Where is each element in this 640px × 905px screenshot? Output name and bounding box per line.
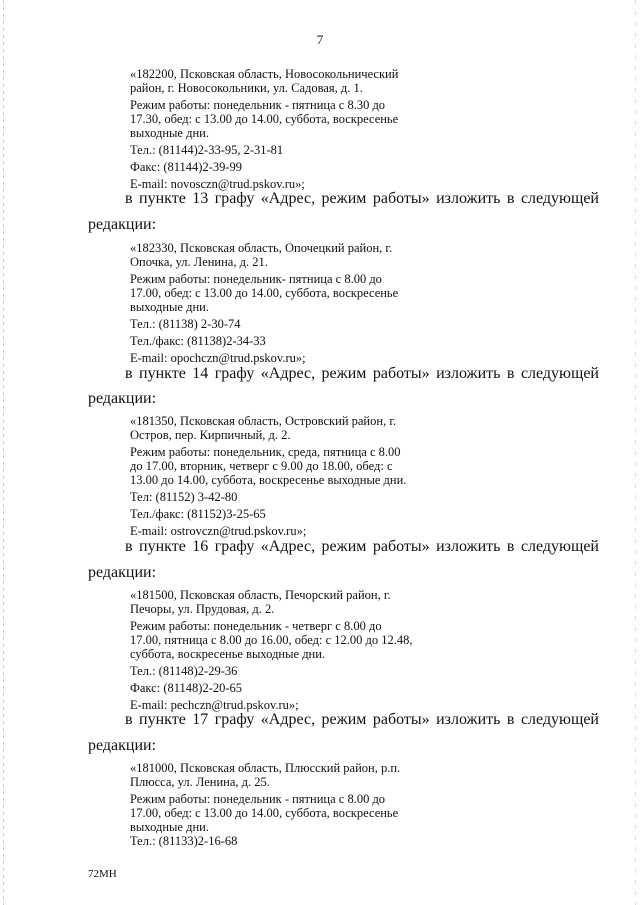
schedule-line: 17.00, обед: с 13.00 до 14.00, суббота, воскресенье bbox=[130, 806, 399, 820]
phone-line: Тел.: (81133)2-16-68 bbox=[130, 834, 238, 848]
schedule-line: Режим работы: понедельник - четверг с 8.00 до bbox=[130, 619, 382, 633]
schedule-line: Режим работы: понедельник- пятница с 8.00 до bbox=[130, 272, 382, 286]
address-block-pechory bbox=[130, 588, 430, 712]
redaction-label: редакции: bbox=[88, 390, 157, 407]
redaction-label: редакции: bbox=[88, 564, 157, 581]
email-line: E-mail: pechczn@trud.pskov.ru»; bbox=[130, 698, 299, 712]
address-block-ostrov bbox=[130, 414, 430, 538]
address-line: район, г. Новосокольники, ул. Садовая, д. 1. bbox=[130, 81, 363, 95]
footer-code: 72МН bbox=[88, 868, 117, 880]
address-block-opochka bbox=[130, 241, 430, 365]
schedule-line: 17.00, пятница с 8.00 до 16.00, обед: с 12.00 до 12.48, bbox=[130, 633, 413, 647]
schedule-line: 17.30, обед: с 13.00 до 14.00, суббота, воскресенье bbox=[130, 112, 399, 126]
schedule-line: Режим работы: понедельник, среда, пятница с 8.00 bbox=[130, 445, 401, 459]
schedule-line: 13.00 до 14.00, суббота, воскресенье выходные дни. bbox=[130, 473, 407, 487]
schedule-line: выходные дни. bbox=[130, 820, 209, 834]
schedule-line: 17.00, обед: с 13.00 до 14.00, суббота, воскресенье bbox=[130, 286, 399, 300]
address-line: «181000, Псковская область, Плюсский район, р.п. bbox=[130, 761, 401, 775]
address-block-novosokolniki bbox=[130, 67, 430, 191]
address-block-plyussa bbox=[130, 761, 430, 848]
email-line: E-mail: novosczn@trud.pskov.ru»; bbox=[130, 177, 305, 191]
schedule-line: до 17.00, вторник, четверг с 9.00 до 18.00, обед: с bbox=[130, 459, 393, 473]
address-line: Печоры, ул. Прудовая, д. 2. bbox=[130, 602, 275, 616]
amendment-instruction-16: в пункте 16 графу «Адрес, режим работы» изложить в следующей bbox=[125, 538, 599, 555]
address-line: «181500, Псковская область, Печорский район, г. bbox=[130, 588, 391, 602]
email-line: E-mail: ostrovczn@trud.pskov.ru»; bbox=[130, 524, 307, 538]
address-line: «181350, Псковская область, Островский район, г. bbox=[130, 414, 397, 428]
amendment-instruction-13: в пункте 13 графу «Адрес, режим работы» изложить в следующей bbox=[125, 190, 599, 207]
schedule-line: суббота, воскресенье выходные дни. bbox=[130, 647, 326, 661]
phone-line: Тел: (81152) 3-42-80 bbox=[130, 490, 238, 504]
redaction-label: редакции: bbox=[88, 216, 157, 233]
redaction-label: редакции: bbox=[88, 737, 157, 754]
fax-line: Факс: (81148)2-20-65 bbox=[130, 681, 243, 695]
fax-line: Факс: (81144)2-39-99 bbox=[130, 160, 243, 174]
address-line: Опочка, ул. Ленина, д. 21. bbox=[130, 255, 268, 269]
address-line: «182200, Псковская область, Новосокольнический bbox=[130, 67, 399, 81]
schedule-line: выходные дни. bbox=[130, 126, 209, 140]
phone-fax-line: Тел./факс: (81138)2-34-33 bbox=[130, 334, 266, 348]
phone-line: Тел.: (81138) 2-30-74 bbox=[130, 317, 241, 331]
address-line: Плюсса, ул. Ленина, д. 25. bbox=[130, 775, 270, 789]
amendment-instruction-14: в пункте 14 графу «Адрес, режим работы» изложить в следующей bbox=[125, 365, 599, 382]
schedule-line: Режим работы: понедельник - пятница с 8.00 до bbox=[130, 792, 386, 806]
phone-line: Тел.: (81148)2-29-36 bbox=[130, 664, 238, 678]
page-number: 7 bbox=[316, 32, 324, 47]
amendment-instruction-17: в пункте 17 графу «Адрес, режим работы» изложить в следующей bbox=[125, 711, 599, 728]
phone-fax-line: Тел./факс: (81152)3-25-65 bbox=[130, 507, 266, 521]
scan-right-edge bbox=[635, 0, 636, 905]
address-line: Остров, пер. Кирпичный, д. 2. bbox=[130, 428, 291, 442]
scan-left-edge bbox=[3, 0, 4, 905]
address-line: «182330, Псковская область, Опочецкий район, г. bbox=[130, 241, 393, 255]
schedule-line: Режим работы: понедельник - пятница с 8.30 до bbox=[130, 98, 386, 112]
schedule-line: выходные дни. bbox=[130, 300, 209, 314]
email-line: E-mail: opochczn@trud.pskov.ru»; bbox=[130, 351, 306, 365]
phone-line: Тел.: (81144)2-33-95, 2-31-81 bbox=[130, 143, 284, 157]
